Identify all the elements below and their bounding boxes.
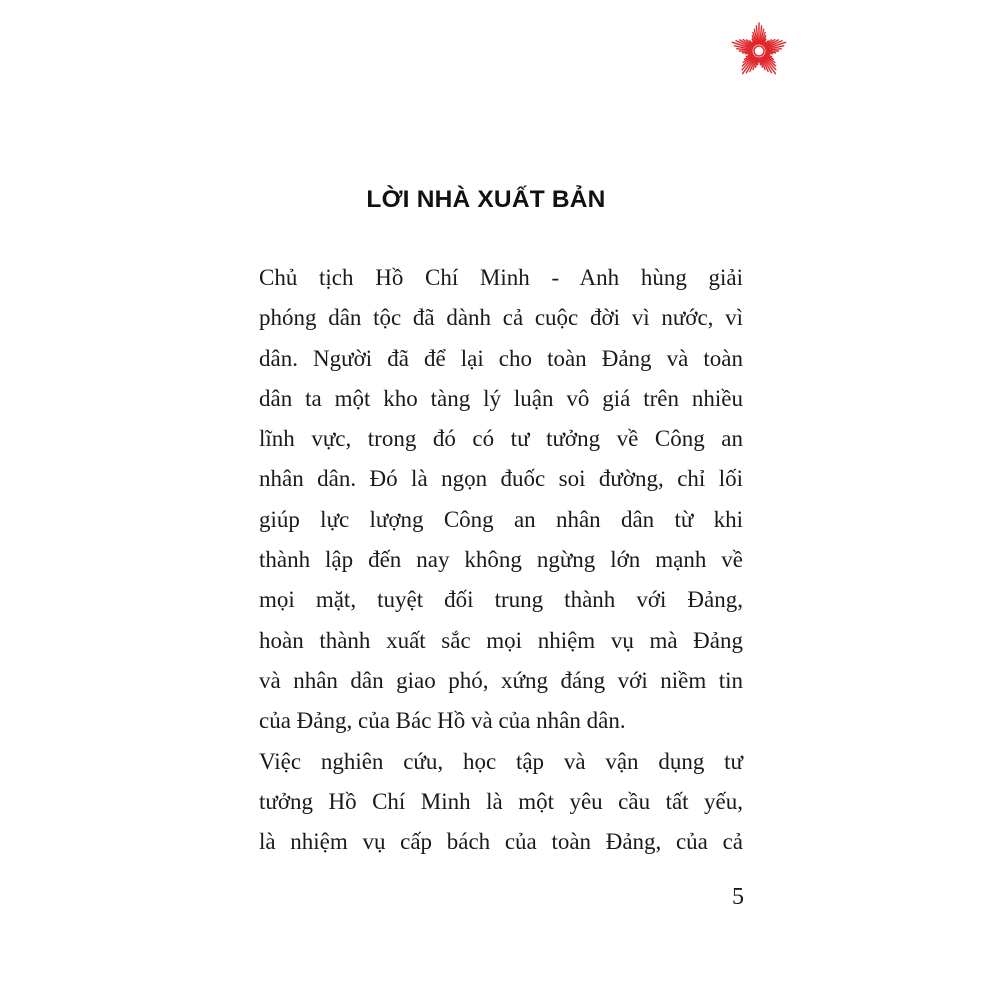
text-line: là nhiệm vụ cấp bách của toàn Đảng, của cả — [259, 829, 743, 855]
text-line: Chủ tịch Hồ Chí Minh - Anh hùng giải — [259, 265, 743, 290]
page-number: 5 — [732, 884, 744, 910]
text-line: dân ta một kho tàng lý luận vô giá trên nhiều — [259, 385, 743, 411]
text-line: hoàn thành xuất sắc mọi nhiệm vụ mà Đảng — [259, 627, 743, 653]
text-line: dân. Người đã để lại cho toàn Đảng và toàn — [259, 345, 743, 371]
text-line: giúp lực lượng Công an nhân dân từ khi — [259, 506, 743, 532]
text-line: lĩnh vực, trong đó có tư tưởng về Công an — [259, 426, 743, 452]
page-title: LỜI NHÀ XUẤT BẢN — [366, 186, 606, 213]
body-text — [259, 258, 743, 862]
text-line: tưởng Hồ Chí Minh là một yêu cầu tất yếu, — [259, 788, 743, 814]
paragraph-1 — [259, 258, 743, 742]
publisher-logo-icon — [728, 22, 790, 80]
text-line: thành lập đến nay không ngừng lớn mạnh về — [259, 547, 743, 573]
text-line: phóng dân tộc đã dành cả cuộc đời vì nước, vì — [259, 305, 743, 331]
paragraph-2 — [259, 742, 743, 863]
text-line: mọi mặt, tuyệt đối trung thành với Đảng, — [259, 587, 743, 613]
text-line: của Đảng, của Bác Hồ và của nhân dân. — [259, 708, 626, 734]
text-line: nhân dân. Đó là ngọn đuốc soi đường, chỉ lối — [259, 466, 743, 492]
text-line: Việc nghiên cứu, học tập và vận dụng tư — [259, 748, 743, 774]
text-line: và nhân dân giao phó, xứng đáng với niềm tin — [259, 667, 743, 693]
